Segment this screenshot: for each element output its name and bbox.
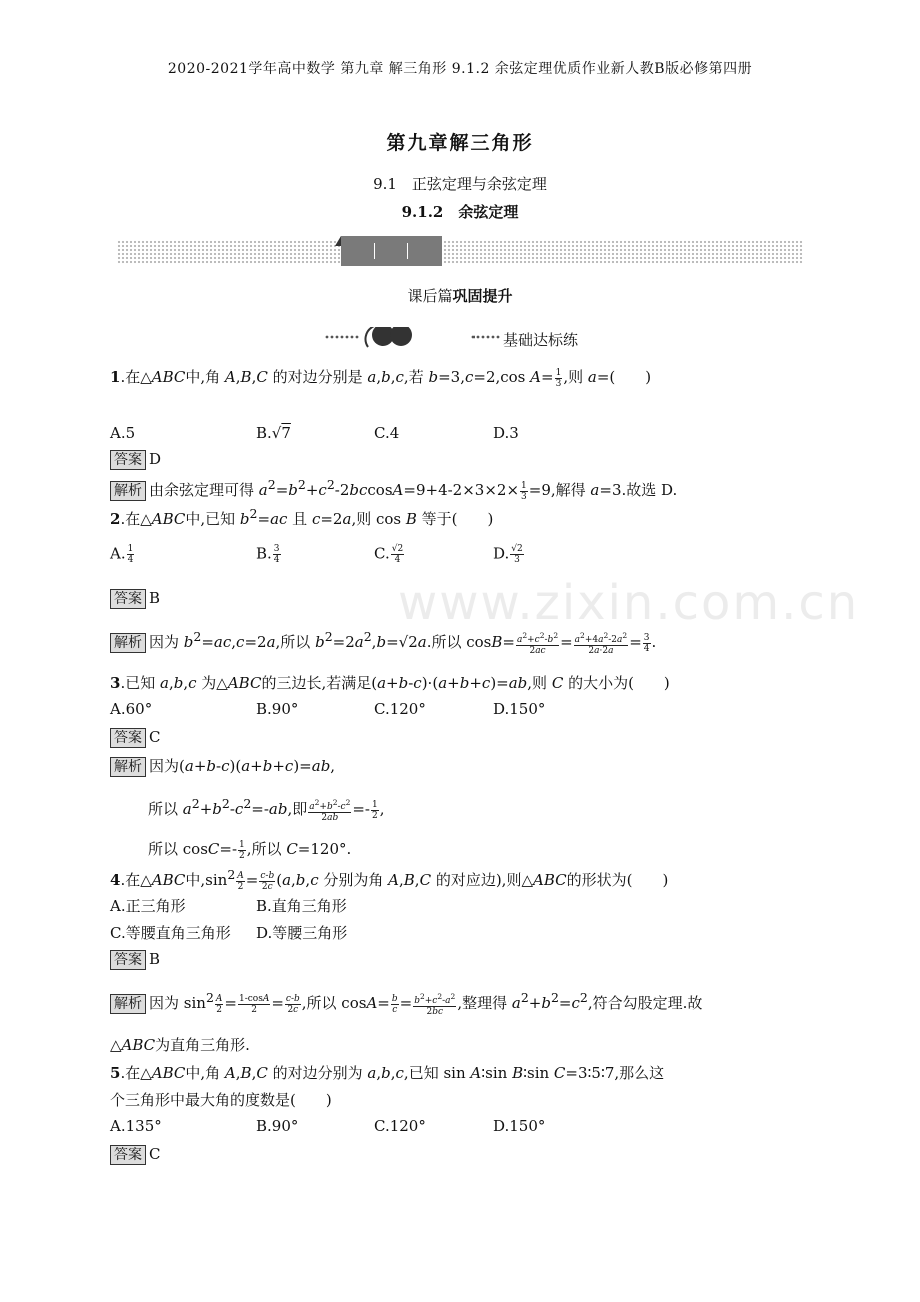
q5-option-b: B.90° — [256, 1117, 299, 1135]
rings-icon — [325, 327, 475, 355]
q5-option-c: C.120° — [374, 1117, 426, 1135]
q5-answer: 答案 C — [110, 1145, 160, 1165]
dotted-band-right — [443, 240, 803, 264]
section-banner — [341, 236, 442, 266]
q5-option-a: A.135° — [110, 1117, 162, 1135]
q3-analysis: 解析 因为(a+b-c)(a+b+c)=ab, — [110, 755, 335, 777]
question-1: 1.在△ABC中,角 A,B,C 的对边分别是 a,b,c,若 b=3,c=2,cos A= $\frac{1}{3}$ ,则 a=( ) — [110, 367, 652, 389]
q1-answer: 答案 D — [110, 450, 161, 470]
q4-option-c: C.等腰直角三角形 — [110, 924, 231, 942]
q1-option-b: B.√7 — [256, 424, 291, 442]
q3-option-b: B.90° — [256, 700, 299, 718]
question-5-line2: 个三角形中最大角的度数是( ) — [110, 1091, 332, 1109]
q3-analysis-line3: 所以 cosC=- $\frac{1}{2}$ ,所以 C=120°. — [148, 839, 352, 861]
q1-option-c: C.4 — [374, 424, 400, 442]
question-4: 4.在△ABC中$,\sin^2$ $\frac{A}{2}$ = $\frac{c-b}{2c}$ (a,b,c 分别为角 A,B,C 的对应边),则△ABC的形状为( ) — [110, 867, 669, 892]
question-3: 3.已知 a,b,c 为△ABC的三边长,若满足(a+b-c)·(a+b+c)=ab,则 C 的大小为( ) — [110, 674, 670, 692]
q4-answer: 答案 B — [110, 950, 160, 970]
question-5: 5.在△ABC中,角 A,B,C 的对边分别为 a,b,c,已知 sin A∶sin B∶sin C=3∶5∶7,那么这 — [110, 1064, 665, 1082]
question-2: 2.在△ABC中,已知 $b^2=ac$ 且 c=2a,则 cos B 等于( ) — [110, 506, 494, 528]
q1-option-d: D.3 — [493, 424, 519, 442]
q3-option-a: A.60° — [110, 700, 153, 718]
q3-option-d: D.150° — [493, 700, 546, 718]
q4-option-a: A.正三角形 — [110, 897, 186, 915]
dots-icon — [470, 331, 506, 343]
chapter-title: 第九章解三角形 — [386, 132, 534, 154]
q5-option-d: D.150° — [493, 1117, 546, 1135]
section-title: 9.1 正弦定理与余弦定理 — [373, 175, 547, 193]
q3-answer: 答案 C — [110, 728, 160, 748]
dotted-band-left — [117, 240, 340, 264]
q1-option-a: A.5 — [110, 424, 136, 442]
q2-analysis: 解析 因为 $b^2=ac,c=2a$,所以 $b^2=2a^2,b=√2a$.所以 cosB= $\frac{a^2+c^2-b^2}{2ac}$ = $\frac{a^2+4a^2-2a^2}{2a\cdot 2a}$ = $\frac{3}{4}$ . — [110, 629, 656, 656]
q4-option-d: D.等腰三角形 — [256, 924, 348, 942]
practice-section-title: 课后篇巩固提升 — [407, 287, 513, 305]
subsection-title: 9.1.2 余弦定理 — [401, 203, 519, 221]
watermark: www.zixin.com.cn — [398, 575, 860, 631]
q2-option-d: D. $\frac{√2}{3}$ — [493, 544, 523, 565]
q3-analysis-line2: 所以 $a^2+b^2-c^2=-ab$,即 $\frac{a^2+b^2-c^2}{2ab}$ =- $\frac{1}{2}$ , — [148, 796, 385, 823]
q2-option-b: B. $\frac{3}{4}$ — [256, 544, 280, 565]
q2-option-a: A. $\frac{1}{4}$ — [110, 544, 134, 565]
q4-analysis-line2: △ABC为直角三角形. — [110, 1036, 250, 1054]
q2-option-c: C. $\frac{√2}{4}$ — [374, 544, 404, 565]
q1-analysis: 解析 由余弦定理可得 $a^2=b^2+c^2-2bccosA=9+4-2\times 3\times 2\times$ $\frac{1}{3}$ =9,解得 a=3.故选 D. — [110, 477, 677, 502]
q4-analysis: 解析 因为 $\sin^2$ $\frac{A}{2}$ = $\frac{1-\cos A}{2}$ = $\frac{c-b}{2c}$ ,所以 cosA= $\frac{b}{c}$ = $\frac{b^2+c^2-a^2}{2bc}$ ,整理得 $a^2+b^2=c^2$,符合勾股定理.故 — [110, 990, 702, 1017]
document-header: 2020-2021学年高中数学 第九章 解三角形 9.1.2 余弦定理优质作业新人教B版必修第四册 — [167, 61, 753, 77]
q3-option-c: C.120° — [374, 700, 426, 718]
q4-option-b: B.直角三角形 — [256, 897, 347, 915]
q2-answer: 答案 B — [110, 589, 160, 609]
